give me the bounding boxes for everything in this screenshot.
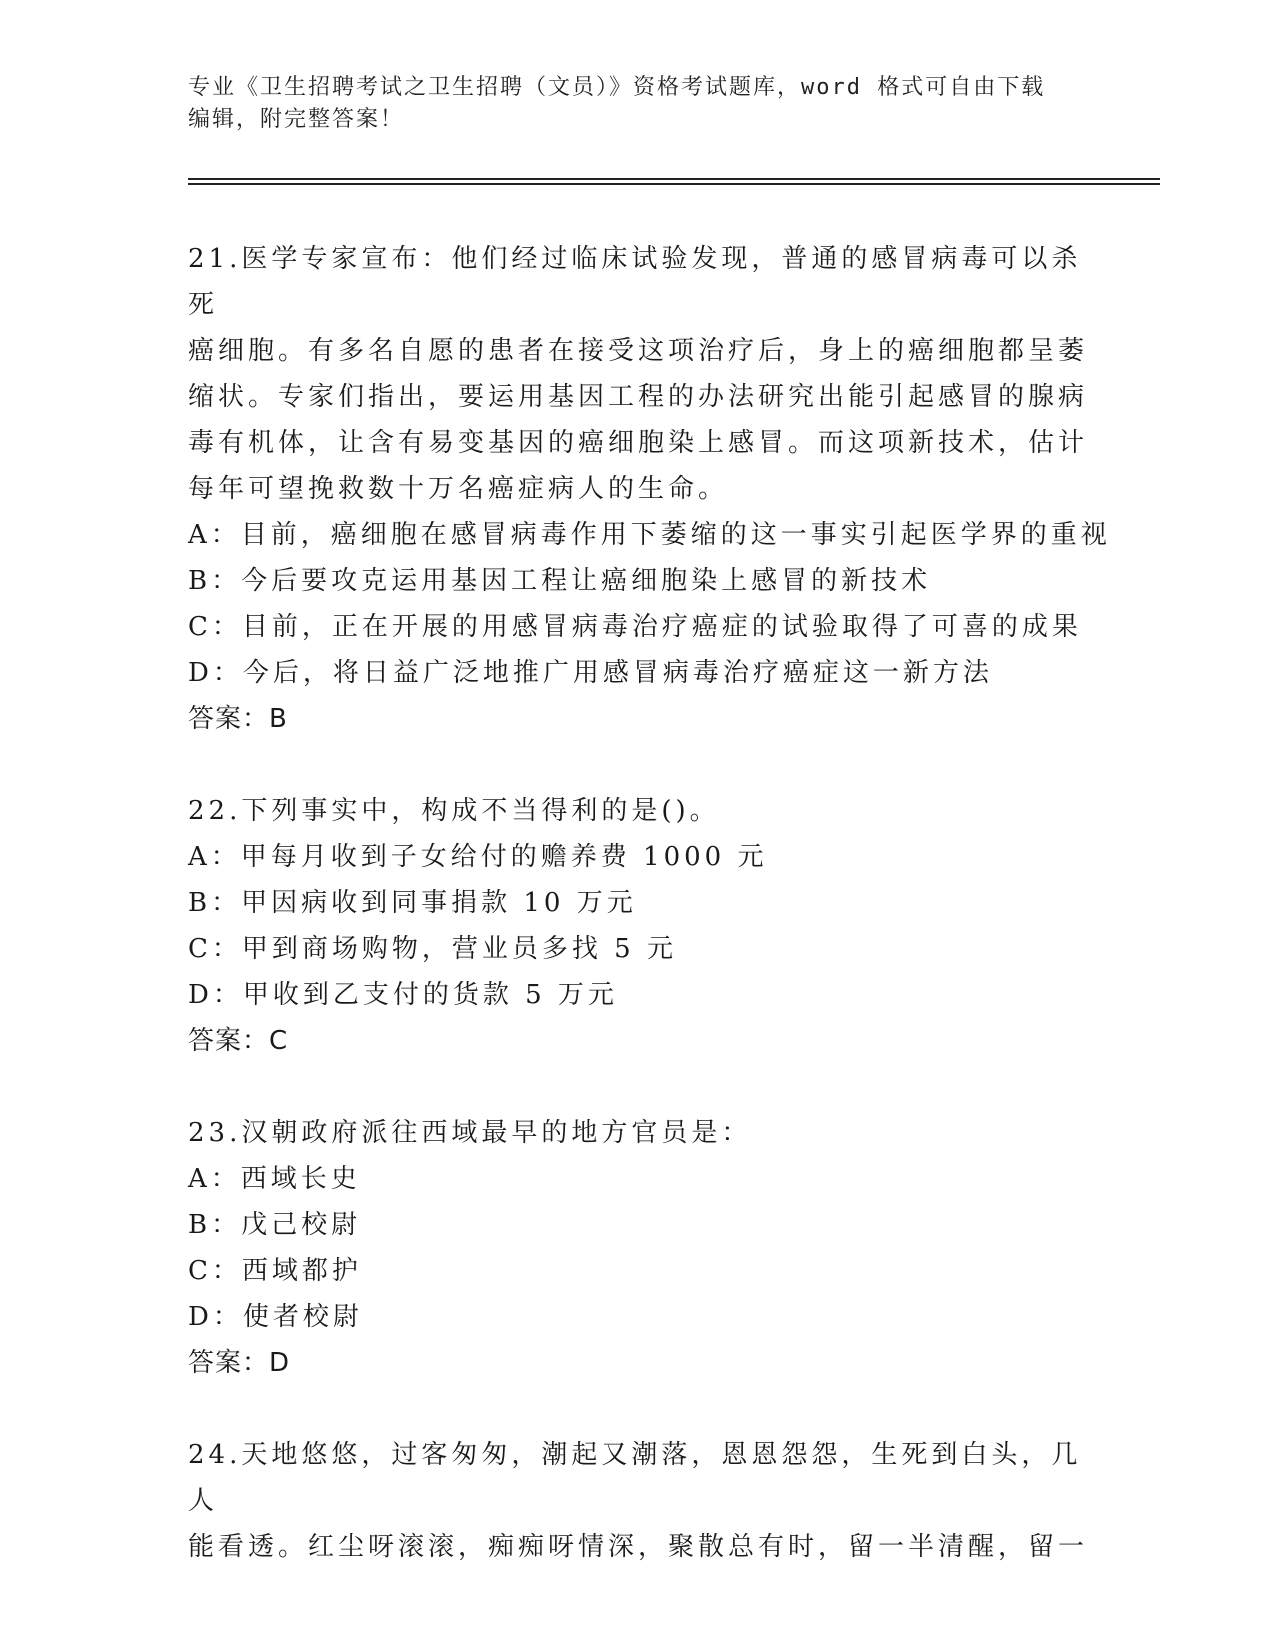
question-stem-line: 癌细胞。有多名自愿的患者在接受这项治疗后，身上的癌细胞都呈萎 (188, 336, 1089, 366)
question-stem-line: 21.医学专家宣布：他们经过临床试验发现，普通的感冒病毒可以杀死 (188, 244, 1082, 320)
option-d: D：使者校尉 (188, 1302, 363, 1332)
option-d: D：甲收到乙支付的货款 5 万元 (188, 980, 618, 1010)
question-stem-line: 毒有机体，让含有易变基因的癌细胞染上感冒。而这项新技术，估计 (188, 428, 1089, 458)
document-header (188, 72, 1068, 136)
question-stem-line: 能看透。红尘呀滚滚，痴痴呀情深，聚散总有时，留一半清醒，留一 (188, 1532, 1089, 1562)
option-d: D：今后，将日益广泛地推广用感冒病毒治疗癌症这一新方法 (188, 658, 993, 688)
option-b: B：戊己校尉 (188, 1210, 362, 1240)
spacer (188, 1386, 1088, 1432)
question-21 (188, 236, 1111, 742)
option-c: C：西域都护 (188, 1256, 362, 1286)
question-stem-line: 缩状。专家们指出，要运用基因工程的办法研究出能引起感冒的腺病 (188, 382, 1089, 412)
header-divider-bottom (188, 183, 1160, 185)
spacer (188, 1064, 1088, 1110)
header-line-1: 专业《卫生招聘考试之卫生招聘（文员）》资格考试题库，word 格式可自由下载 (188, 75, 1046, 100)
header-divider-top (188, 178, 1160, 180)
option-c: C：甲到商场购物，营业员多找 5 元 (188, 934, 677, 964)
option-b: B：甲因病收到同事捐款 10 万元 (188, 888, 637, 918)
option-a: A：甲每月收到子女给付的赡养费 1000 元 (188, 842, 768, 872)
header-line-2: 编辑，附完整答案！ (188, 107, 405, 132)
question-list (188, 236, 1111, 1570)
question-22 (188, 788, 1088, 1064)
option-c: C：目前，正在开展的用感冒病毒治疗癌症的试验取得了可喜的成果 (188, 612, 1082, 642)
answer-label: 答案：C (188, 1026, 289, 1056)
option-a: A：目前，癌细胞在感冒病毒作用下萎缩的这一事实引起医学界的重视 (188, 520, 1111, 550)
spacer (188, 742, 1088, 788)
question-23 (188, 1110, 1088, 1386)
option-b: B：今后要攻克运用基因工程让癌细胞染上感冒的新技术 (188, 566, 932, 596)
answer-label: 答案：B (188, 704, 288, 734)
question-24 (188, 1432, 1088, 1570)
question-stem-line: 23.汉朝政府派往西域最早的地方官员是： (188, 1118, 752, 1148)
question-stem-line: 每年可望挽救数十万名癌症病人的生命。 (188, 474, 729, 504)
question-stem-line: 22.下列事实中，构成不当得利的是()。 (188, 796, 720, 826)
option-a: A：西域长史 (188, 1164, 361, 1194)
question-stem-line: 24.天地悠悠，过客匆匆，潮起又潮落，恩恩怨怨，生死到白头，几人 (188, 1440, 1082, 1516)
answer-label: 答案：D (188, 1348, 291, 1378)
